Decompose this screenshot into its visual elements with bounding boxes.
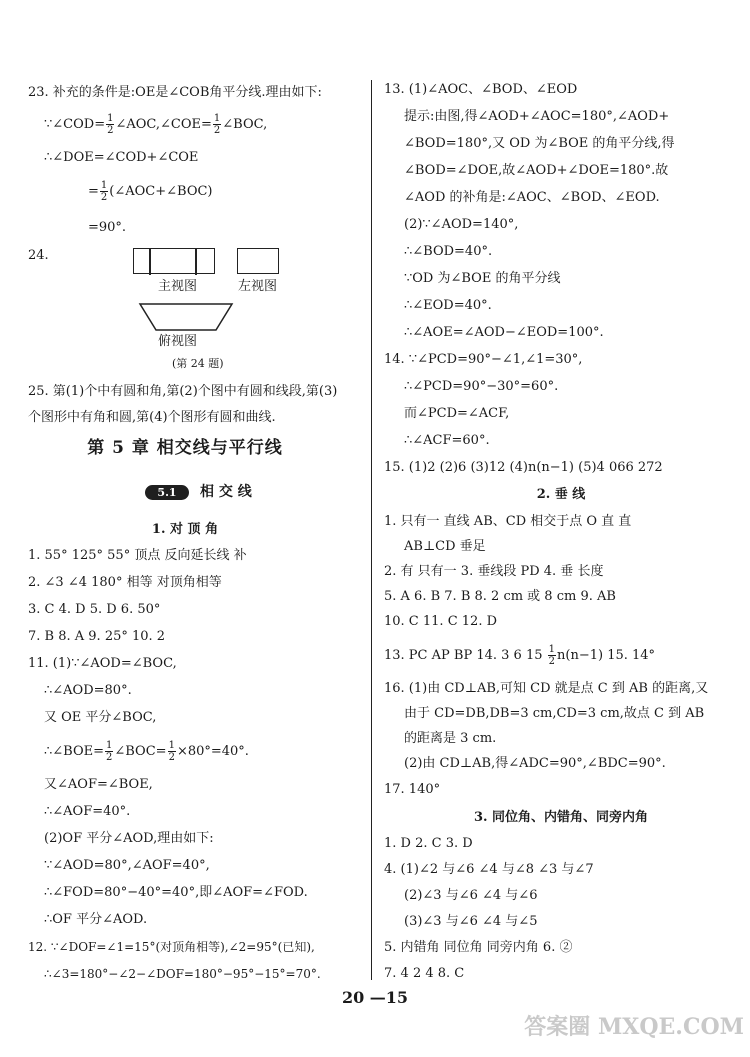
- text-line: ∴∠EOD=40°.: [404, 298, 492, 313]
- text-line: 又∠AOF=∠BOE,: [44, 777, 153, 792]
- front-view-line: [195, 248, 197, 275]
- fig-label-front: 主视图: [158, 279, 198, 294]
- text-line: ∴∠ACF=60°.: [404, 433, 490, 448]
- text-line: (3)∠3 与∠6 ∠4 与∠5: [404, 914, 538, 929]
- text-line: 2. ∠3 ∠4 180° 相等 对顶角相等: [28, 575, 222, 590]
- text-line: ∵OD 为∠BOE 的角平分线: [404, 271, 561, 286]
- left-view-rect: [237, 248, 279, 274]
- text-line: ∴∠DOE=∠COD+∠COE: [44, 150, 199, 165]
- text-line: 1. D 2. C 3. D: [384, 836, 473, 851]
- section-badge: 5.1: [145, 485, 189, 500]
- text-line: ∴∠AOF=40°.: [44, 804, 131, 819]
- text-line: 12. ∵∠DOF=∠1=15°(对顶角相等),∠2=95°(已知),: [28, 940, 315, 954]
- front-view-rect: [133, 248, 215, 274]
- text-line: ∴∠3=180°−∠2−∠DOF=180°−95°−15°=70°.: [44, 967, 321, 981]
- fig-label-left: 左视图: [238, 279, 278, 294]
- text-line: 而∠PCD=∠ACF,: [404, 406, 510, 421]
- text-line: ∠AOD 的补角是:∠AOC、∠BOD、∠EOD.: [404, 190, 660, 205]
- text-line: ∠BOD=∠DOE,故∠AOD+∠DOE=180°.故: [404, 163, 669, 178]
- text-line: 13. (1)∠AOC、∠BOD、∠EOD: [384, 82, 578, 97]
- text-line: 14. ∵∠PCD=90°−∠1,∠1=30°,: [384, 352, 583, 367]
- column-divider: [371, 80, 372, 980]
- text-line: 2. 有 只有一 3. 垂线段 PD 4. 垂 长度: [384, 564, 604, 579]
- fig-label-top: 俯视图: [158, 334, 198, 349]
- section-title: 相 交 线: [200, 484, 252, 500]
- boe-equation: ∴∠BOE= $\frac{1}{2}$ ∠BOC= $\frac{1}{2}$ ×80°=40°.: [44, 740, 249, 763]
- text-line: (2)∵∠AOD=140°,: [404, 217, 519, 232]
- text-line: ∠BOD=180°,又 OD 为∠BOE 的角平分线,得: [404, 136, 675, 151]
- text-line: 17. 140°: [384, 782, 441, 797]
- text-line: ∵∠AOD=80°,∠AOF=40°,: [44, 858, 210, 873]
- text-line: 7. 4 2 4 8. C: [384, 966, 465, 981]
- text-line: 24.: [28, 248, 49, 263]
- fraction: $\frac{1}{2}$: [107, 113, 114, 136]
- text-line: ∴∠FOD=80°−40°=40°,即∠AOF=∠FOD.: [44, 885, 308, 900]
- fig-caption: (第 24 题): [172, 357, 224, 370]
- text-line: (2)∠3 与∠6 ∠4 与∠6: [404, 888, 538, 903]
- text-line: 提示:由图,得∠AOD+∠AOC=180°,∠AOD+: [404, 109, 670, 124]
- text-line: (2)OF 平分∠AOD,理由如下:: [44, 831, 214, 846]
- text-line: 1. 55° 125° 55° 顶点 反向延长线 补: [28, 548, 247, 563]
- text-line: =90°.: [88, 220, 127, 235]
- text-line: 由于 CD=DB,DB=3 cm,CD=3 cm,故点 C 到 AB: [404, 706, 705, 721]
- text-line: ∴∠BOD=40°.: [404, 244, 493, 259]
- subsection-title: 3. 同位角、内错角、同旁内角: [473, 810, 649, 825]
- sum-equation: = $\frac{1}{2}$ (∠AOC+∠BOC): [88, 180, 213, 203]
- subsection-title: 2. 垂 线: [536, 487, 586, 502]
- text-line: ∴∠AOE=∠AOD−∠EOD=100°.: [404, 325, 604, 340]
- fraction: $\frac{1}{2}$: [106, 740, 113, 763]
- text-line: 个图形中有角和圆,第(4)个图形有圆和曲线.: [28, 410, 276, 425]
- top-view-trapezoid: [138, 302, 234, 332]
- text-line: (2)由 CD⊥AB,得∠ADC=90°,∠BDC=90°.: [404, 756, 666, 771]
- cod-equation: ∵∠COD= $\frac{1}{2}$ ∠AOC,∠COE= $\frac{1}{2}$ ∠BOC,: [44, 113, 268, 136]
- text-line: 1. 只有一 直线 AB、CD 相交于点 O 直 直: [384, 514, 632, 529]
- subsection-title: 1. 对 顶 角: [151, 522, 219, 537]
- text-line: 16. (1)由 CD⊥AB,可知 CD 就是点 C 到 AB 的距离,又: [384, 681, 709, 696]
- fraction: $\frac{1}{2}$: [548, 644, 556, 667]
- text-line: ∴OF 平分∠AOD.: [44, 912, 148, 927]
- text-line: 25. 第(1)个中有圆和角,第(2)个图中有圆和线段,第(3): [28, 384, 338, 399]
- text-line: ∴∠PCD=90°−30°=60°.: [404, 379, 559, 394]
- text-line: 4. (1)∠2 与∠6 ∠4 与∠8 ∠3 与∠7: [384, 862, 594, 877]
- fraction: $\frac{1}{2}$: [100, 180, 108, 203]
- text-line: AB⊥CD 垂足: [404, 539, 486, 554]
- text-line: 的距离是 3 cm.: [404, 731, 497, 746]
- q13-line: 13. PC AP BP 14. 3 6 15 $\frac{1}{2}$ n(n−1) 15. 14°: [384, 644, 656, 667]
- text-line: ∴∠AOD=80°.: [44, 683, 132, 698]
- text-line: 15. (1)2 (2)6 (3)12 (4)n(n−1) (5)4 066 272: [384, 460, 663, 475]
- fraction: $\frac{1}{2}$: [168, 740, 175, 763]
- front-view-line: [149, 248, 151, 275]
- text-line: 3. C 4. D 5. D 6. 50°: [28, 602, 161, 617]
- page-number: 20 —15: [341, 988, 409, 1007]
- chapter-title: 第 5 章 相交线与平行线: [87, 438, 283, 458]
- text-line: 23. 补充的条件是:OE是∠COB角平分线.理由如下:: [28, 85, 322, 100]
- text-line: 5. A 6. B 7. B 8. 2 cm 或 8 cm 9. AB: [384, 589, 616, 604]
- fraction: $\frac{1}{2}$: [213, 113, 221, 136]
- watermark-logo: 答案圈 MXQE.COM: [524, 1014, 744, 1040]
- text-line: 7. B 8. A 9. 25° 10. 2: [28, 629, 166, 644]
- text-line: 又 OE 平分∠BOC,: [44, 710, 157, 725]
- text-line: 11. (1)∵∠AOD=∠BOC,: [28, 656, 177, 671]
- text-line: 10. C 11. C 12. D: [384, 614, 498, 629]
- text-line: 5. 内错角 同位角 同旁内角 6. ②: [384, 940, 573, 955]
